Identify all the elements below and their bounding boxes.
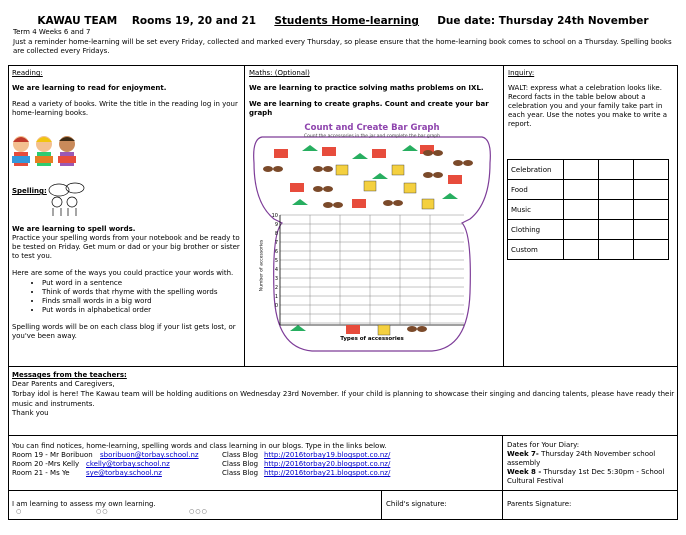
- y-tick: 10: [271, 213, 278, 219]
- table-cell[interactable]: [599, 200, 634, 220]
- y-tick: 6: [274, 249, 278, 255]
- self-assessment-circles[interactable]: [16, 508, 216, 518]
- graph-title: Count and Create Bar Graph: [304, 123, 440, 133]
- blog-row: [12, 469, 497, 478]
- y-tick: 9: [274, 222, 278, 228]
- reading-intention: We are learning to read for enjoyment.: [12, 84, 167, 92]
- table-cell: Food: [508, 180, 564, 200]
- diary-section: [507, 441, 675, 486]
- spelling-ways-intro: Here are some of the ways you could practice your words with.: [12, 269, 234, 277]
- blogs-intro: You can find notices, home-learning, spelling words and class learning in our blogs. Type in the links below.: [12, 442, 387, 450]
- reading-section: [12, 69, 242, 118]
- circle-icon[interactable]: ○: [16, 508, 23, 515]
- teacher-email-link[interactable]: sye@torbay.school.nz: [86, 469, 162, 477]
- messages-closing: Thank you: [12, 409, 49, 417]
- reading-heading: Reading:: [12, 69, 43, 77]
- table-cell[interactable]: [564, 220, 599, 240]
- y-tick: 5: [274, 258, 278, 264]
- class-blog-label: Class Blog: [222, 460, 259, 468]
- table-cell[interactable]: [599, 160, 634, 180]
- table-cell: Celebration: [508, 160, 564, 180]
- spelling-body: Practice your spelling words from your notebook and be ready to be tested on Friday. Get mum or dad or your big brother or sister to test you.: [12, 234, 240, 260]
- y-tick: 8: [274, 231, 278, 237]
- jar-outline: [252, 123, 492, 355]
- x-axis-label: Types of accessories: [340, 336, 404, 342]
- inquiry-walt: WALT: express what a celebration looks like.: [508, 84, 662, 92]
- y-tick: 2: [274, 285, 278, 291]
- inquiry-body: Record facts in the table below about a celebration you and your family take part in each year. Use the notes you make to write a report.: [508, 93, 668, 128]
- spelling-section: [12, 225, 242, 341]
- bar-graph-worksheet: [252, 123, 492, 355]
- table-cell[interactable]: [634, 240, 669, 260]
- class-blog-link[interactable]: http://2016torbay19.blogspot.co.nz/: [264, 451, 391, 459]
- list-item: • Finds small words in a big word: [42, 297, 242, 306]
- table-row: [508, 200, 669, 220]
- x-axis-icons: [290, 325, 427, 335]
- due-date: Due date: Thursday 24th November: [437, 15, 649, 27]
- parent-signature-label: Parents Signature:: [507, 500, 572, 508]
- table-cell[interactable]: [564, 160, 599, 180]
- class-blog-label: Class Blog: [222, 451, 259, 459]
- inquiry-section: [508, 69, 674, 129]
- table-cell[interactable]: [634, 220, 669, 240]
- maths-intention-graph: We are learning to create graphs. Count and create your bar graph: [249, 100, 489, 117]
- room-teacher: Room 19 - Mr Boribuon: [12, 451, 93, 459]
- inquiry-heading: Inquiry:: [508, 69, 535, 77]
- inquiry-table: [507, 159, 669, 260]
- room-teacher: Room 21 - Ms Ye: [12, 469, 70, 477]
- y-tick: 3: [274, 276, 278, 282]
- table-cell[interactable]: [564, 240, 599, 260]
- term-label: Term 4 Weeks 6 and 7: [13, 28, 91, 36]
- reminder-text: Just a reminder home-learning will be set every Friday, collected and marked every Thursday, so please ensure that the home-learning book comes to school on a Thursday. Spelling books are collected every Fridays.: [13, 38, 672, 55]
- table-row: [508, 240, 669, 260]
- table-row: [508, 220, 669, 240]
- list-item: • Put words in alphabetical order: [42, 306, 242, 315]
- spelling-heading-wrap: [12, 187, 47, 196]
- class-blog-link[interactable]: http://2016torbay20.blogspot.co.nz/: [264, 460, 391, 468]
- table-cell[interactable]: [599, 220, 634, 240]
- table-cell[interactable]: [564, 200, 599, 220]
- graph-subtitle: Count the accessories in the jar and complete the bar graph: [303, 134, 441, 139]
- spelling-heading: Spelling:: [12, 187, 47, 195]
- child-signature-label: Child's signature:: [386, 500, 447, 508]
- circle-icon[interactable]: ○○○: [189, 508, 208, 515]
- week7-label: Week 7-: [507, 450, 539, 458]
- y-tick: 0: [274, 303, 278, 309]
- messages-section: [12, 371, 676, 418]
- messages-greeting: Dear Parents and Caregivers,: [12, 380, 115, 388]
- week8-event: Thursday 1st Dec 5:30pm - School Cultural Festival: [507, 468, 665, 485]
- messages-body: Torbay idol is here! The Kawau team will be holding auditions on Wednesday 23rd November. If your child is planning to showcase their singing and dancing talents, please have ready their music and instruments.: [12, 390, 675, 408]
- table-cell[interactable]: [634, 160, 669, 180]
- y-axis-label: Number of accessories: [259, 239, 265, 292]
- table-cell: Clothing: [508, 220, 564, 240]
- header-title-line: [0, 15, 686, 27]
- class-blog-label: Class Blog: [222, 469, 259, 477]
- messages-heading: Messages from the teachers:: [12, 371, 127, 379]
- spelling-footer: Spelling words will be on each class blog if your list gets lost, or you've been away.: [12, 323, 236, 340]
- teacher-email-link[interactable]: ckelly@torbay.school.nz: [86, 460, 170, 468]
- circle-icon[interactable]: ○○: [96, 508, 109, 515]
- teacher-email-link[interactable]: sboribuon@torbay.school.nz: [100, 451, 199, 459]
- table-row: [508, 160, 669, 180]
- reading-body: Read a variety of books. Write the title in the reading log in your home-learning books.: [12, 100, 238, 117]
- class-blog-link[interactable]: http://2016torbay21.blogspot.co.nz/: [264, 469, 391, 477]
- table-cell[interactable]: [599, 180, 634, 200]
- y-tick: 4: [274, 267, 278, 273]
- rooms: Rooms 19, 20 and 21: [131, 15, 257, 27]
- spelling-ways-list: [12, 279, 242, 315]
- maths-intention-ixl: We are learning to practice solving maths problems on IXL.: [249, 84, 484, 92]
- accessory-icons: [263, 145, 473, 209]
- week8-label: Week 8 -: [507, 468, 542, 476]
- blog-row: [12, 451, 497, 460]
- assess-label: I am learning to assess my own learning.: [12, 500, 156, 508]
- table-row: [508, 180, 669, 200]
- spelling-intention: We are learning to spell words.: [12, 225, 136, 233]
- team-name: KAWAU TEAM: [37, 15, 118, 27]
- list-item: • Think of words that rhyme with the spelling words: [42, 288, 242, 297]
- maths-heading: Maths: (Optional): [249, 69, 310, 77]
- diary-heading: Dates for Your Diary:: [507, 441, 580, 449]
- kids-reading-illustration: [9, 132, 79, 174]
- table-cell: Custom: [508, 240, 564, 260]
- maths-section: [249, 69, 501, 118]
- table-cell[interactable]: [599, 240, 634, 260]
- doc-title: Students Home-learning: [274, 15, 419, 27]
- room-teacher: Room 20 -Mrs Kelly: [12, 460, 80, 468]
- y-tick: 1: [274, 294, 278, 300]
- week7-event: Thursday 24th November school assembly: [507, 450, 656, 467]
- table-cell[interactable]: [564, 180, 599, 200]
- y-tick-labels: [268, 212, 278, 311]
- spelling-kids-illustration: [45, 182, 85, 218]
- bar-graph-grid: [280, 215, 464, 325]
- table-cell[interactable]: [634, 200, 669, 220]
- table-cell: Music: [508, 200, 564, 220]
- y-tick: 7: [274, 240, 278, 246]
- list-item: • Put word in a sentence: [42, 279, 242, 288]
- blog-row: [12, 460, 497, 469]
- table-cell[interactable]: [634, 180, 669, 200]
